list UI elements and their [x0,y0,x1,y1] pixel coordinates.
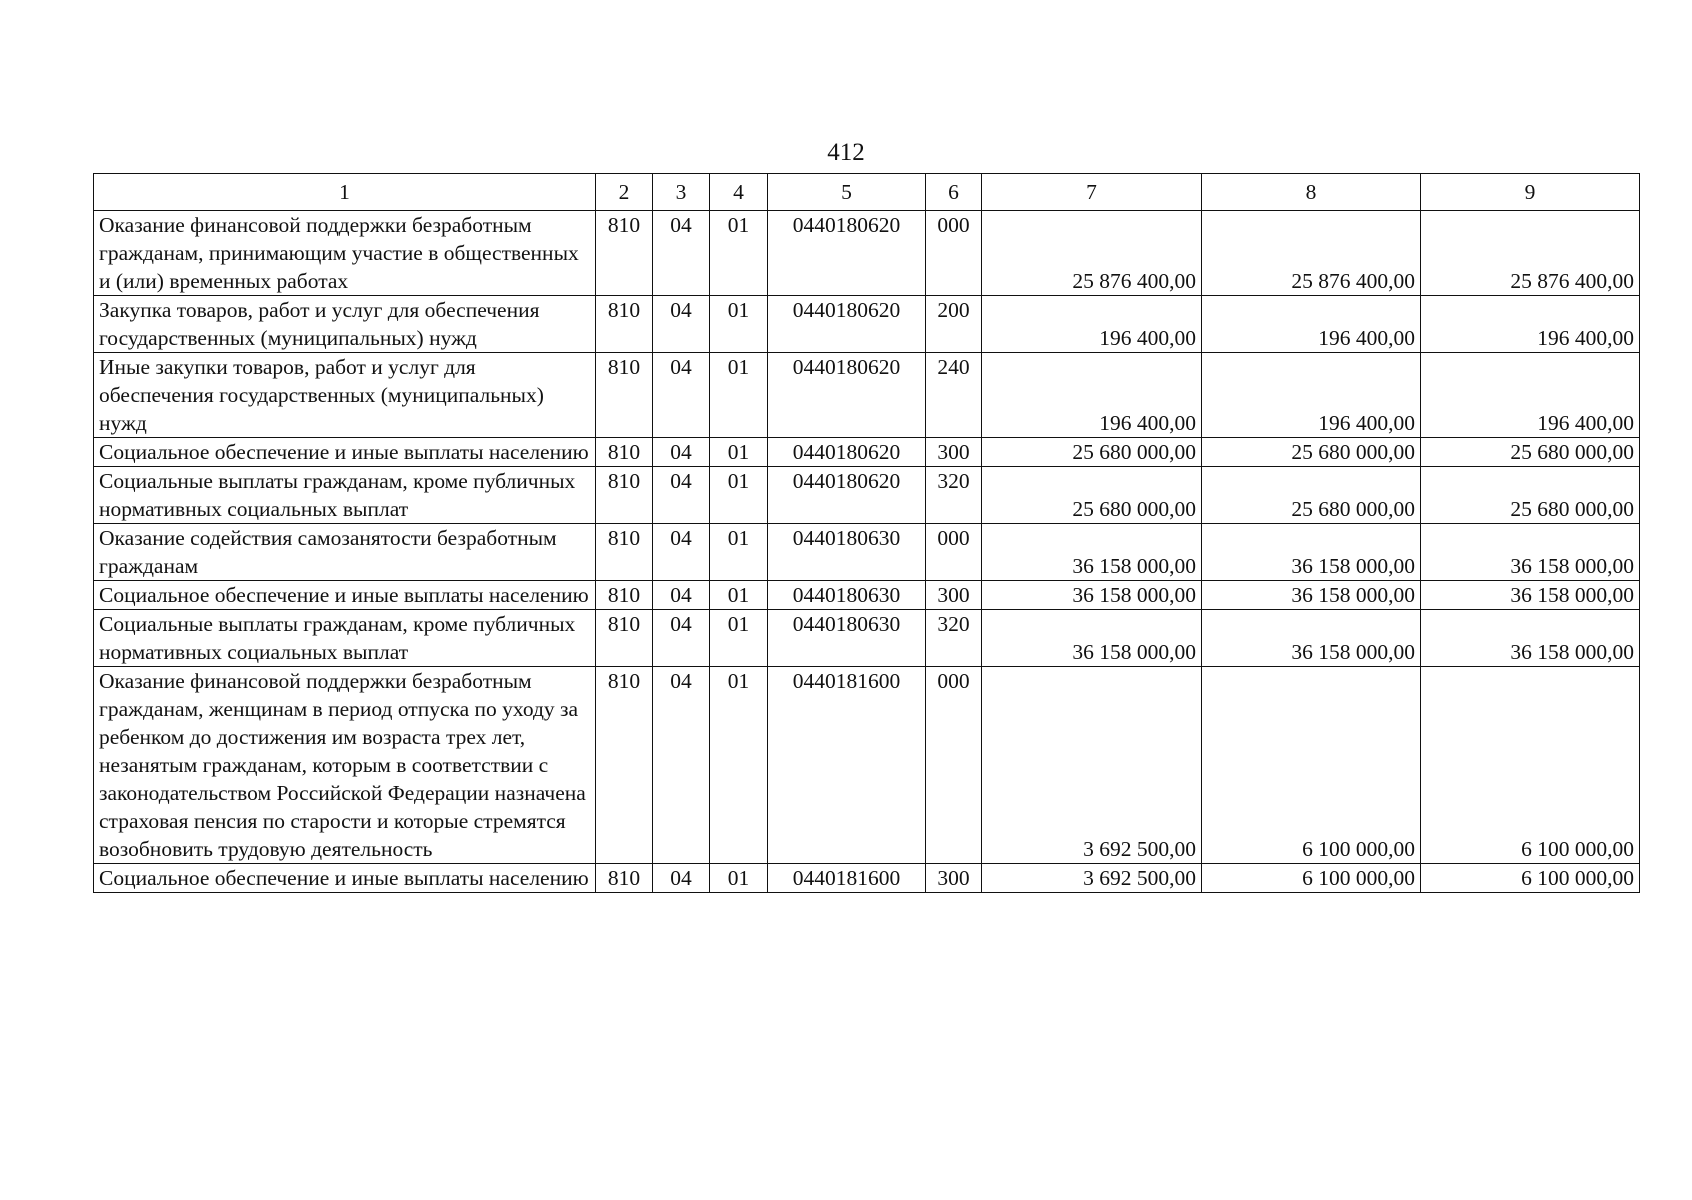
row-col-3: 04 [653,211,710,296]
row-col-5: 0440180620 [768,438,926,467]
row-col-4: 01 [710,296,768,353]
row-amount-9: 6 100 000,00 [1421,667,1640,864]
row-amount-9: 25 680 000,00 [1421,467,1640,524]
row-col-5: 0440180620 [768,353,926,438]
row-amount-8: 25 680 000,00 [1202,438,1421,467]
row-col-6: 000 [926,667,982,864]
row-col-5: 0440180620 [768,467,926,524]
row-col-2: 810 [596,864,653,893]
header-col-9: 9 [1421,174,1640,211]
table-row [94,864,1640,893]
row-col-2: 810 [596,353,653,438]
row-amount-7: 25 680 000,00 [982,467,1202,524]
row-amount-9: 36 158 000,00 [1421,610,1640,667]
budget-table [93,173,1640,893]
row-amount-7: 25 876 400,00 [982,211,1202,296]
row-col-6: 300 [926,864,982,893]
header-col-1: 1 [94,174,596,211]
row-col-3: 04 [653,581,710,610]
table-row [94,524,1640,581]
row-amount-7: 36 158 000,00 [982,610,1202,667]
row-col-4: 01 [710,438,768,467]
row-name: Социальное обеспечение и иные выплаты населению [94,864,596,893]
row-col-3: 04 [653,438,710,467]
row-name: Социальное обеспечение и иные выплаты населению [94,581,596,610]
header-col-3: 3 [653,174,710,211]
row-amount-8: 6 100 000,00 [1202,667,1421,864]
row-col-2: 810 [596,211,653,296]
row-col-3: 04 [653,864,710,893]
row-amount-7: 3 692 500,00 [982,864,1202,893]
row-name: Иные закупки товаров, работ и услуг для обеспечения государственных (муниципальных) нужд [94,353,596,438]
table-row [94,610,1640,667]
row-name: Оказание финансовой поддержки безработным гражданам, женщинам в период отпуска по уходу за ребенком до достижения им возраста трех лет, незанятым гражданам, которым в соответствии с законодательством Российской Федерации назначена страховая пенсия по старости и которые стремятся возобновить трудовую деятельность [94,667,596,864]
row-col-4: 01 [710,864,768,893]
table-body [94,211,1640,893]
row-col-5: 0440181600 [768,864,926,893]
row-amount-7: 196 400,00 [982,296,1202,353]
row-col-2: 810 [596,438,653,467]
table-row [94,353,1640,438]
row-amount-8: 6 100 000,00 [1202,864,1421,893]
row-col-6: 320 [926,610,982,667]
row-col-3: 04 [653,524,710,581]
row-col-5: 0440180630 [768,581,926,610]
row-col-4: 01 [710,211,768,296]
header-col-2: 2 [596,174,653,211]
row-col-3: 04 [653,353,710,438]
row-amount-7: 196 400,00 [982,353,1202,438]
row-amount-9: 36 158 000,00 [1421,524,1640,581]
row-name: Закупка товаров, работ и услуг для обеспечения государственных (муниципальных) нужд [94,296,596,353]
table-header [94,174,1640,211]
row-col-2: 810 [596,667,653,864]
row-col-4: 01 [710,581,768,610]
row-col-6: 320 [926,467,982,524]
table-row [94,438,1640,467]
row-amount-7: 36 158 000,00 [982,524,1202,581]
row-col-6: 200 [926,296,982,353]
row-col-5: 0440180630 [768,524,926,581]
row-col-3: 04 [653,610,710,667]
header-col-5: 5 [768,174,926,211]
row-col-2: 810 [596,467,653,524]
row-col-4: 01 [710,353,768,438]
row-amount-9: 196 400,00 [1421,296,1640,353]
row-col-4: 01 [710,467,768,524]
table-row [94,211,1640,296]
row-col-5: 0440180630 [768,610,926,667]
row-col-2: 810 [596,524,653,581]
row-col-2: 810 [596,610,653,667]
row-amount-8: 196 400,00 [1202,353,1421,438]
table-row [94,467,1640,524]
page-number: 412 [827,139,865,166]
header-col-6: 6 [926,174,982,211]
row-col-6: 240 [926,353,982,438]
header-col-8: 8 [1202,174,1421,211]
table-row [94,581,1640,610]
row-name: Социальные выплаты гражданам, кроме публичных нормативных социальных выплат [94,610,596,667]
row-amount-8: 36 158 000,00 [1202,581,1421,610]
row-col-3: 04 [653,667,710,864]
row-col-5: 0440180620 [768,296,926,353]
row-amount-8: 25 680 000,00 [1202,467,1421,524]
header-row [94,174,1640,211]
row-col-3: 04 [653,296,710,353]
row-name: Социальные выплаты гражданам, кроме публичных нормативных социальных выплат [94,467,596,524]
row-amount-9: 25 680 000,00 [1421,438,1640,467]
row-amount-9: 36 158 000,00 [1421,581,1640,610]
row-col-3: 04 [653,467,710,524]
row-col-4: 01 [710,610,768,667]
row-col-2: 810 [596,581,653,610]
row-name: Оказание содействия самозанятости безработным гражданам [94,524,596,581]
row-col-5: 0440181600 [768,667,926,864]
row-amount-9: 196 400,00 [1421,353,1640,438]
row-amount-7: 3 692 500,00 [982,667,1202,864]
header-col-4: 4 [710,174,768,211]
table-row [94,296,1640,353]
row-col-6: 000 [926,211,982,296]
row-name: Социальное обеспечение и иные выплаты населению [94,438,596,467]
row-col-6: 300 [926,438,982,467]
row-col-4: 01 [710,667,768,864]
row-amount-7: 36 158 000,00 [982,581,1202,610]
row-col-2: 810 [596,296,653,353]
row-amount-8: 36 158 000,00 [1202,610,1421,667]
row-amount-9: 6 100 000,00 [1421,864,1640,893]
row-amount-8: 25 876 400,00 [1202,211,1421,296]
row-amount-8: 196 400,00 [1202,296,1421,353]
row-amount-8: 36 158 000,00 [1202,524,1421,581]
table-row [94,667,1640,864]
row-name: Оказание финансовой поддержки безработным гражданам, принимающим участие в общественных и (или) временных работах [94,211,596,296]
row-col-6: 300 [926,581,982,610]
row-amount-7: 25 680 000,00 [982,438,1202,467]
row-col-6: 000 [926,524,982,581]
row-col-4: 01 [710,524,768,581]
header-col-7: 7 [982,174,1202,211]
row-col-5: 0440180620 [768,211,926,296]
row-amount-9: 25 876 400,00 [1421,211,1640,296]
